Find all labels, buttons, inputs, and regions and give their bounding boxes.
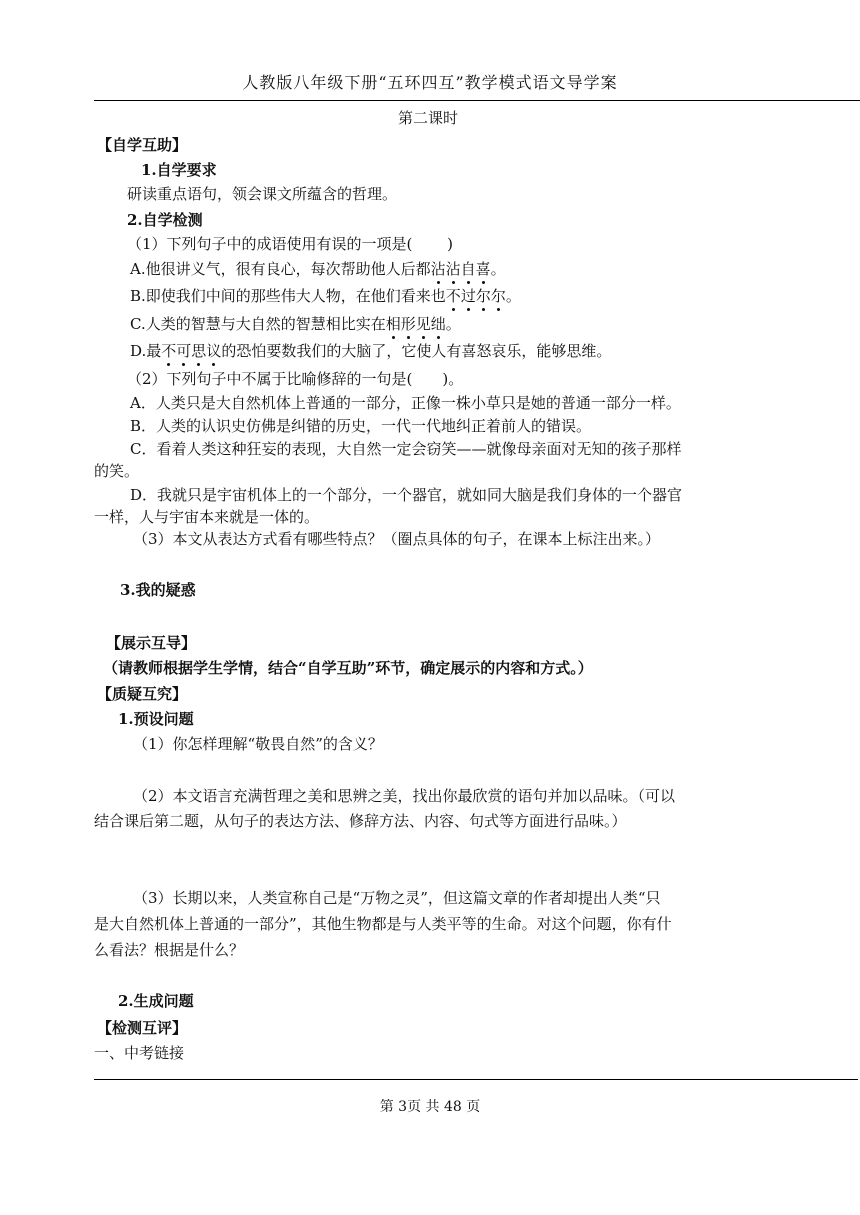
question-1-stem: （1）下列句子中的成语使用有误的一项是( ) [127,235,454,253]
preset-question-2-line1: （2）本文语言充满哲理之美和思辨之美，找出你最欣赏的语句并加以品味。（可以 [133,787,676,805]
emphasis-char: 尔 [490,287,506,305]
option-text-end: 。 [445,315,461,333]
preset-question-3-line3: 么看法？根据是什么？ [94,941,245,959]
question-2-option-b: B．人类的认识史仿佛是纠错的历史，一代一代地纠正着前人的错误。 [130,417,592,435]
emphasis-char: 沾 [445,260,461,278]
question-3: （3）本文从表达方式看有哪些特点？（圈点具体的句子，在课本上标注出来。） [133,530,661,548]
self-study-requirement-title: 1.自学要求 [141,161,217,179]
option-text-end: 。 [490,260,506,278]
section-heading-display: 【展示互导】 [106,634,197,652]
emphasis-char: 不 [161,342,177,360]
header-divider [94,100,860,101]
dotted-idiom [161,342,221,360]
question-2-stem: （2）下列句子中不属于比喻修辞的一句是( )。 [127,370,464,388]
option-text: C.人类的智慧与大自然的智慧相比实在 [130,315,386,333]
section-heading-inquiry: 【质疑互究】 [97,685,188,703]
preset-question-3-line2: 是大自然机体上普通的一部分”，其他生物都是与人类平等的生命。对这个问题，你有什 [94,915,672,933]
preset-questions-title: 1.预设问题 [118,710,194,728]
emphasis-char: 不 [445,287,461,305]
emphasis-char: 沾 [430,260,446,278]
option-text-end: 的恐怕要数我们的大脑了，它使人有喜怒哀乐，能够思维。 [221,342,612,360]
question-1-option-a [130,259,506,279]
question-2-option-c-line2: 的笑。 [94,462,140,480]
preset-question-1: （1）你怎样理解“敬畏自然”的含义？ [133,735,383,753]
section-heading-evaluate: 【检测互评】 [97,1019,188,1037]
emphasis-char: 尔 [475,287,491,305]
dotted-idiom [386,315,446,333]
my-doubts-title: 3.我的疑惑 [120,581,196,599]
emphasis-char: 可 [176,342,192,360]
emphasis-char: 自 [460,260,476,278]
dotted-idiom [446,287,506,305]
question-2-option-a: A．人类只是大自然机体上普通的一部分，正像一株小草只是她的普通一部分一样。 [130,394,681,412]
option-text: B.即使我们中间的那些伟大人物，在他们看来也 [130,287,446,305]
emphasis-char: 见 [415,315,431,333]
emphasis-char: 绌 [430,315,446,333]
emphasis-char: 思 [191,342,207,360]
preset-question-2-line2: 结合课后第二题，从句子的表达方法、修辞方法、内容、句式等方面进行品味。） [94,812,627,830]
section-heading-self-study: 【自学互助】 [97,136,188,154]
emphasis-char: 过 [460,287,476,305]
lesson-title: 第二课时 [398,109,459,127]
generated-questions-title: 2.生成问题 [118,992,194,1010]
question-1-option-c [130,314,461,334]
display-instruction-note: （请教师根据学生学情，结合“自学互助”环节，确定展示的内容和方式。） [103,659,593,677]
self-study-check-title: 2.自学检测 [127,211,203,229]
emphasis-char: 相 [385,315,401,333]
document-header: 人教版八年级下册“五环四互”教学模式语文导学案 [242,73,618,92]
emphasis-char: 形 [400,315,416,333]
question-2-option-d-line1: D．我就只是宇宙机体上的一个部分，一个器官，就如同大脑是我们身体的一个器官 [130,486,683,504]
question-1-option-d [130,341,611,361]
footer-divider [94,1079,858,1080]
emphasis-char: 喜 [475,260,491,278]
question-2-option-c-line1: C．看着人类这种狂妄的表现，大自然一定会窃笑——就像母亲面对无知的孩子那样 [130,440,682,458]
preset-question-3-line1: （3）长期以来，人类宣称自己是“万物之灵”，但这篇文章的作者却提出人类“只 [133,889,661,907]
exam-link-heading: 一、中考链接 [94,1044,185,1062]
option-text-end: 。 [505,287,521,305]
self-study-requirement-text: 研读重点语句，领会课文所蕴含的哲理。 [127,185,398,203]
question-2-option-d-line2: 一样，人与宇宙本来就是一体的。 [94,508,320,526]
emphasis-char: 议 [206,342,222,360]
dotted-idiom [431,260,491,278]
question-1-option-b [130,286,521,306]
page-number: 第 3页 共 48 页 [379,1099,481,1115]
option-text: D.最 [130,342,162,360]
option-text: A.他很讲义气，很有良心，每次帮助他人后都 [130,260,431,278]
